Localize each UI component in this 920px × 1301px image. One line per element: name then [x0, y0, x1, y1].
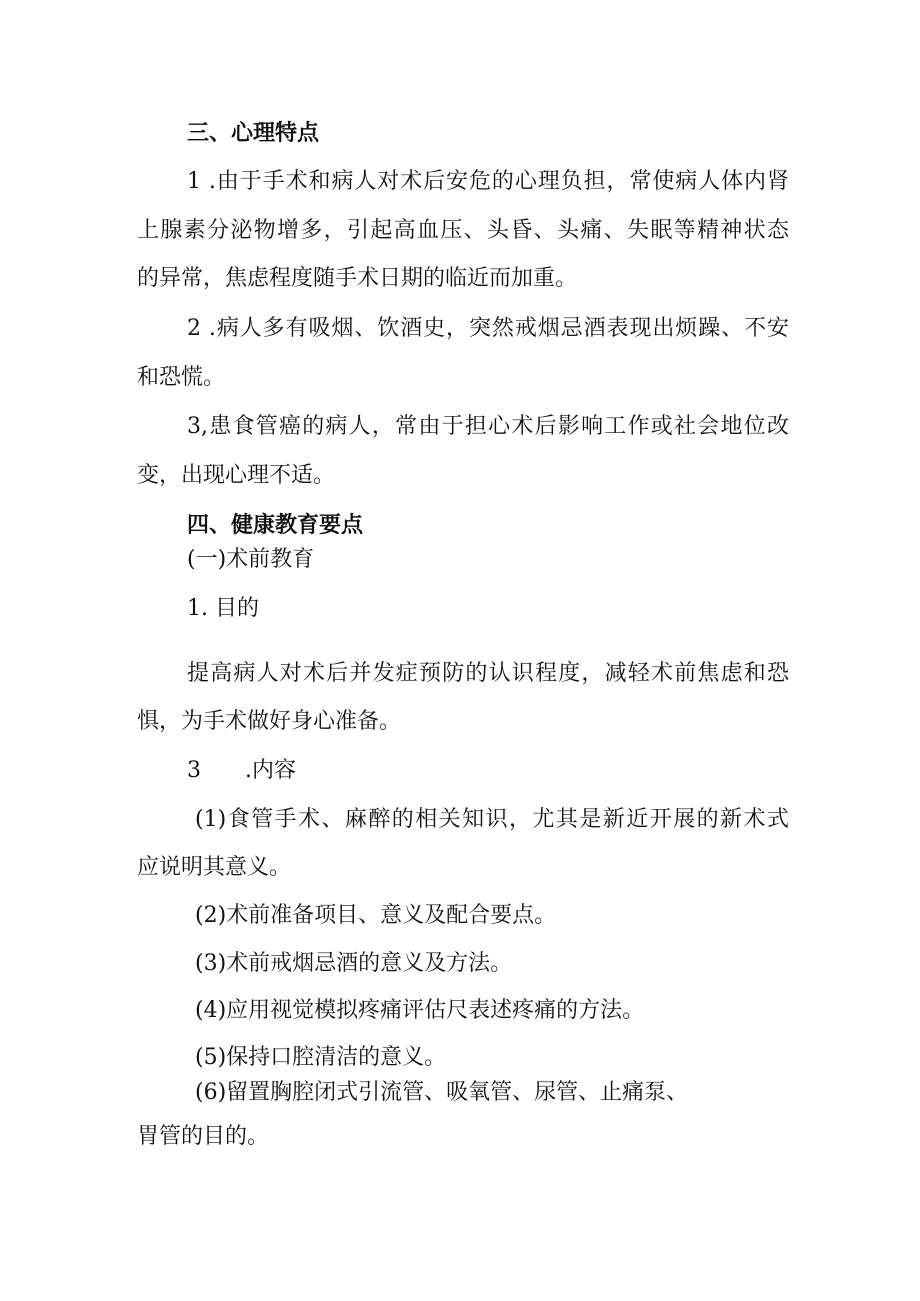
paragraph-line: 提高病人对术后并发症预防的认识程度，减轻术前焦虑和恐 — [187, 661, 789, 686]
paragraph-line: 变，出现心理不适。 — [137, 463, 336, 488]
list-item: (5)保持口腔清洁的意义。 — [195, 1045, 447, 1070]
list-item: (2)术前准备项目、意义及配合要点。 — [195, 903, 557, 928]
subheading-preop-education: (一)术前教育 — [187, 547, 315, 572]
paragraph-line: 2 .病人多有吸烟、饮酒史，突然戒烟忌酒表现出烦躁、不安 — [187, 316, 789, 341]
list-item: (3)术前戒烟忌酒的意义及方法。 — [195, 951, 513, 976]
paragraph-line: 1 .由于手术和病人对术后安危的心理负担，常使病人体内肾 — [187, 169, 789, 194]
list-item: (4)应用视觉模拟疼痛评估尺表述疼痛的方法。 — [195, 998, 645, 1023]
paragraph-line: 上腺素分泌物增多，引起高血压、头昏、头痛、失眠等精神状态 — [137, 218, 789, 243]
list-item: (1)食管手术、麻醉的相关知识，尤其是新近开展的新术式 — [195, 807, 789, 832]
section-heading-psychology: 三、心理特点 — [187, 120, 320, 146]
purpose-title: 1. 目的 — [187, 596, 259, 621]
paragraph-line: 3,患食管癌的病人，常由于担心术后影响工作或社会地位改 — [187, 414, 789, 439]
paragraph-line: 的异常，焦虑程度随手术日期的临近而加重。 — [137, 266, 578, 291]
list-item: 应说明其意义。 — [137, 855, 292, 880]
content-title: 3 .内容 — [187, 758, 296, 783]
list-item: (6)留置胸腔闭式引流管、吸氧管、尿管、止痛泵、 — [195, 1080, 689, 1105]
paragraph-line: 和恐慌。 — [137, 365, 226, 390]
paragraph-line: 惧，为手术做好身心准备。 — [137, 709, 402, 734]
section-heading-education: 四、健康教育要点 — [187, 512, 364, 538]
list-item: 胃管的目的。 — [137, 1124, 270, 1149]
